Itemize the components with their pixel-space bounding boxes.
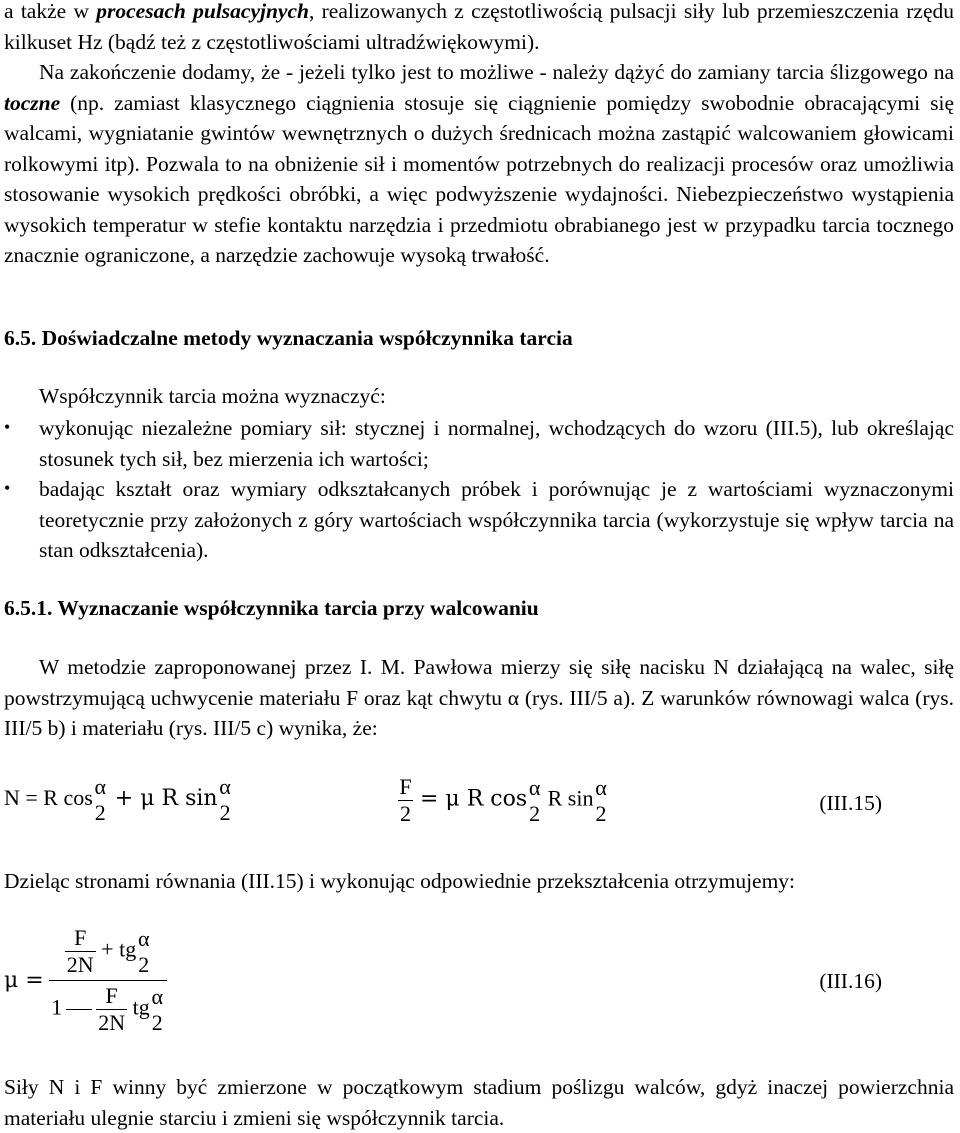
- denominator: 2: [400, 801, 411, 826]
- paragraph-sily: Siły N i F winny być zmierzone w początkowym stadium poślizgu walców, gdyż inaczej powierzchnia materiału ulegnie starciu i zmieni się współczynnik tarcia.: [4, 1075, 954, 1130]
- fraction: [527, 775, 542, 827]
- eq-text: + μ R sin: [107, 786, 218, 812]
- section-heading-6-5: 6.5. Doświadczalne metody wyznaczania współczynnika tarcia: [4, 326, 573, 350]
- emphasis-toczne: toczne: [4, 90, 61, 115]
- fraction: [218, 774, 233, 826]
- alpha-symbol: α: [528, 774, 541, 800]
- denominator: 2N: [66, 952, 94, 977]
- text: a także w: [4, 0, 97, 23]
- equation-iii-15-a: [4, 774, 233, 826]
- eq-text: 1: [51, 994, 63, 1020]
- denominator: 2: [219, 800, 231, 825]
- paragraph-dzielac: Dzieląc stronami równania (III.15) i wykonując odpowiednie przekształcenia otrzymujemy:: [4, 869, 796, 893]
- denominator: 2: [529, 800, 541, 826]
- fraction: [65, 925, 96, 978]
- emphasis-pulsacyjnych: procesach pulsacyjnych: [96, 0, 309, 23]
- eq-text: tg: [127, 994, 150, 1020]
- fraction: [398, 774, 413, 827]
- intro-line: Współczynnik tarcia można wyznaczyć:: [39, 384, 386, 408]
- section-heading-6-5-1: 6.5.1. Wyznaczanie współczynnika tarcia przy walcowaniu: [4, 596, 539, 620]
- paragraph-toczne: [4, 57, 954, 271]
- eq-text: μ =: [4, 968, 44, 993]
- bullet-item-2: badając kształt oraz wymiary odkształcanych próbek i porównując je z wartościami wyznaczonymi teoretycznie przy założonych z góry wartościach współczynnika tarcia (wykorzystuje się wpływ tarcia na stan odkształcenia).: [39, 477, 954, 562]
- equation-number-iii-16: (III.16): [819, 969, 882, 993]
- numerator: F: [105, 983, 118, 1008]
- alpha-symbol: α: [137, 925, 150, 951]
- fraction: [136, 926, 151, 978]
- paragraph-intro: [4, 0, 954, 57]
- fraction: [93, 774, 108, 826]
- text: (np. zamiast klasycznego ciągnienia stosuje się ciągnienie pomiędzy swobodnie obracającymi się walcami, wygniatanie gwintów wewnętrznych o dużych średnicach można zastąpić walcowaniem głowicami rolkowymi itp). Pozwala to na obniżenie sił i momentów potrzebnych do realizacji procesów oraz umożliwia stosowanie wysokich prędkości obróbki, a więc podwyższenie wydajności. Niebezpieczeństwo wystąpienia wysokich temperatur w stefie kontaktu narzędzia i przedmiotu obrabianego jest w przypadku tarcia tocznego znacznie ograniczone, a narzędzie zachowuje wysoką trwałość.: [4, 90, 954, 267]
- denominator: 2: [138, 951, 150, 977]
- eq-text: + tg: [95, 936, 137, 962]
- numerator: F: [74, 925, 87, 950]
- denominator: 2: [94, 800, 106, 825]
- text: , realizowanych z częstotliwością pulsacji siły lub przemieszczenia rzędu kilkuset Hz (bądź też z częstotliwościami ultradźwiękowymi).: [4, 0, 954, 54]
- denominator: 2: [595, 800, 607, 826]
- fraction: [96, 983, 127, 1036]
- fraction: [150, 984, 165, 1036]
- alpha-symbol: α: [595, 774, 607, 800]
- fraction: [593, 775, 608, 827]
- equation-iii-16: [4, 925, 167, 1036]
- main-fraction: [49, 925, 167, 1036]
- numerator: F: [399, 774, 412, 799]
- text: Na zakończenie dodamy, że - jeżeli tylko jest to możliwe - należy dążyć do zamiany tarcia ślizgowego na: [39, 60, 954, 84]
- main-numerator: [49, 925, 167, 980]
- alpha-symbol: α: [151, 983, 164, 1009]
- bullet-icon: •: [4, 478, 11, 498]
- alpha-symbol: α: [94, 774, 107, 799]
- denominator: 2N: [98, 1010, 126, 1035]
- denominator: 2: [151, 1009, 163, 1035]
- alpha-symbol: α: [219, 774, 231, 799]
- minus-sign: [66, 1009, 92, 1010]
- main-denominator: [49, 980, 167, 1036]
- equation-iii-15-b: [398, 774, 608, 827]
- eq-text: N = R cos: [4, 785, 93, 811]
- paragraph-pawlow: W metodzie zaproponowanej przez I. M. Pawłowa mierzy się siłę nacisku N działającą na walec, siłę powstrzymującą uchwycenie materiału F oraz kąt chwytu α (rys. III/5 a). Z warunków równowagi walca (rys. III/5 b) i materiału (rys. III/5 c) wynika, że:: [4, 655, 954, 740]
- bullet-item-1: wykonując niezależne pomiary sił: stycznej i normalnej, wchodzących do wzoru (III.5), lub określając stosunek tych sił, bez mierzenia ich wartości;: [39, 416, 954, 471]
- bullet-icon: •: [4, 417, 11, 437]
- equation-number-iii-15: (III.15): [819, 791, 882, 815]
- eq-text: R sin: [542, 785, 594, 811]
- eq-text: = μ R cos: [413, 786, 528, 812]
